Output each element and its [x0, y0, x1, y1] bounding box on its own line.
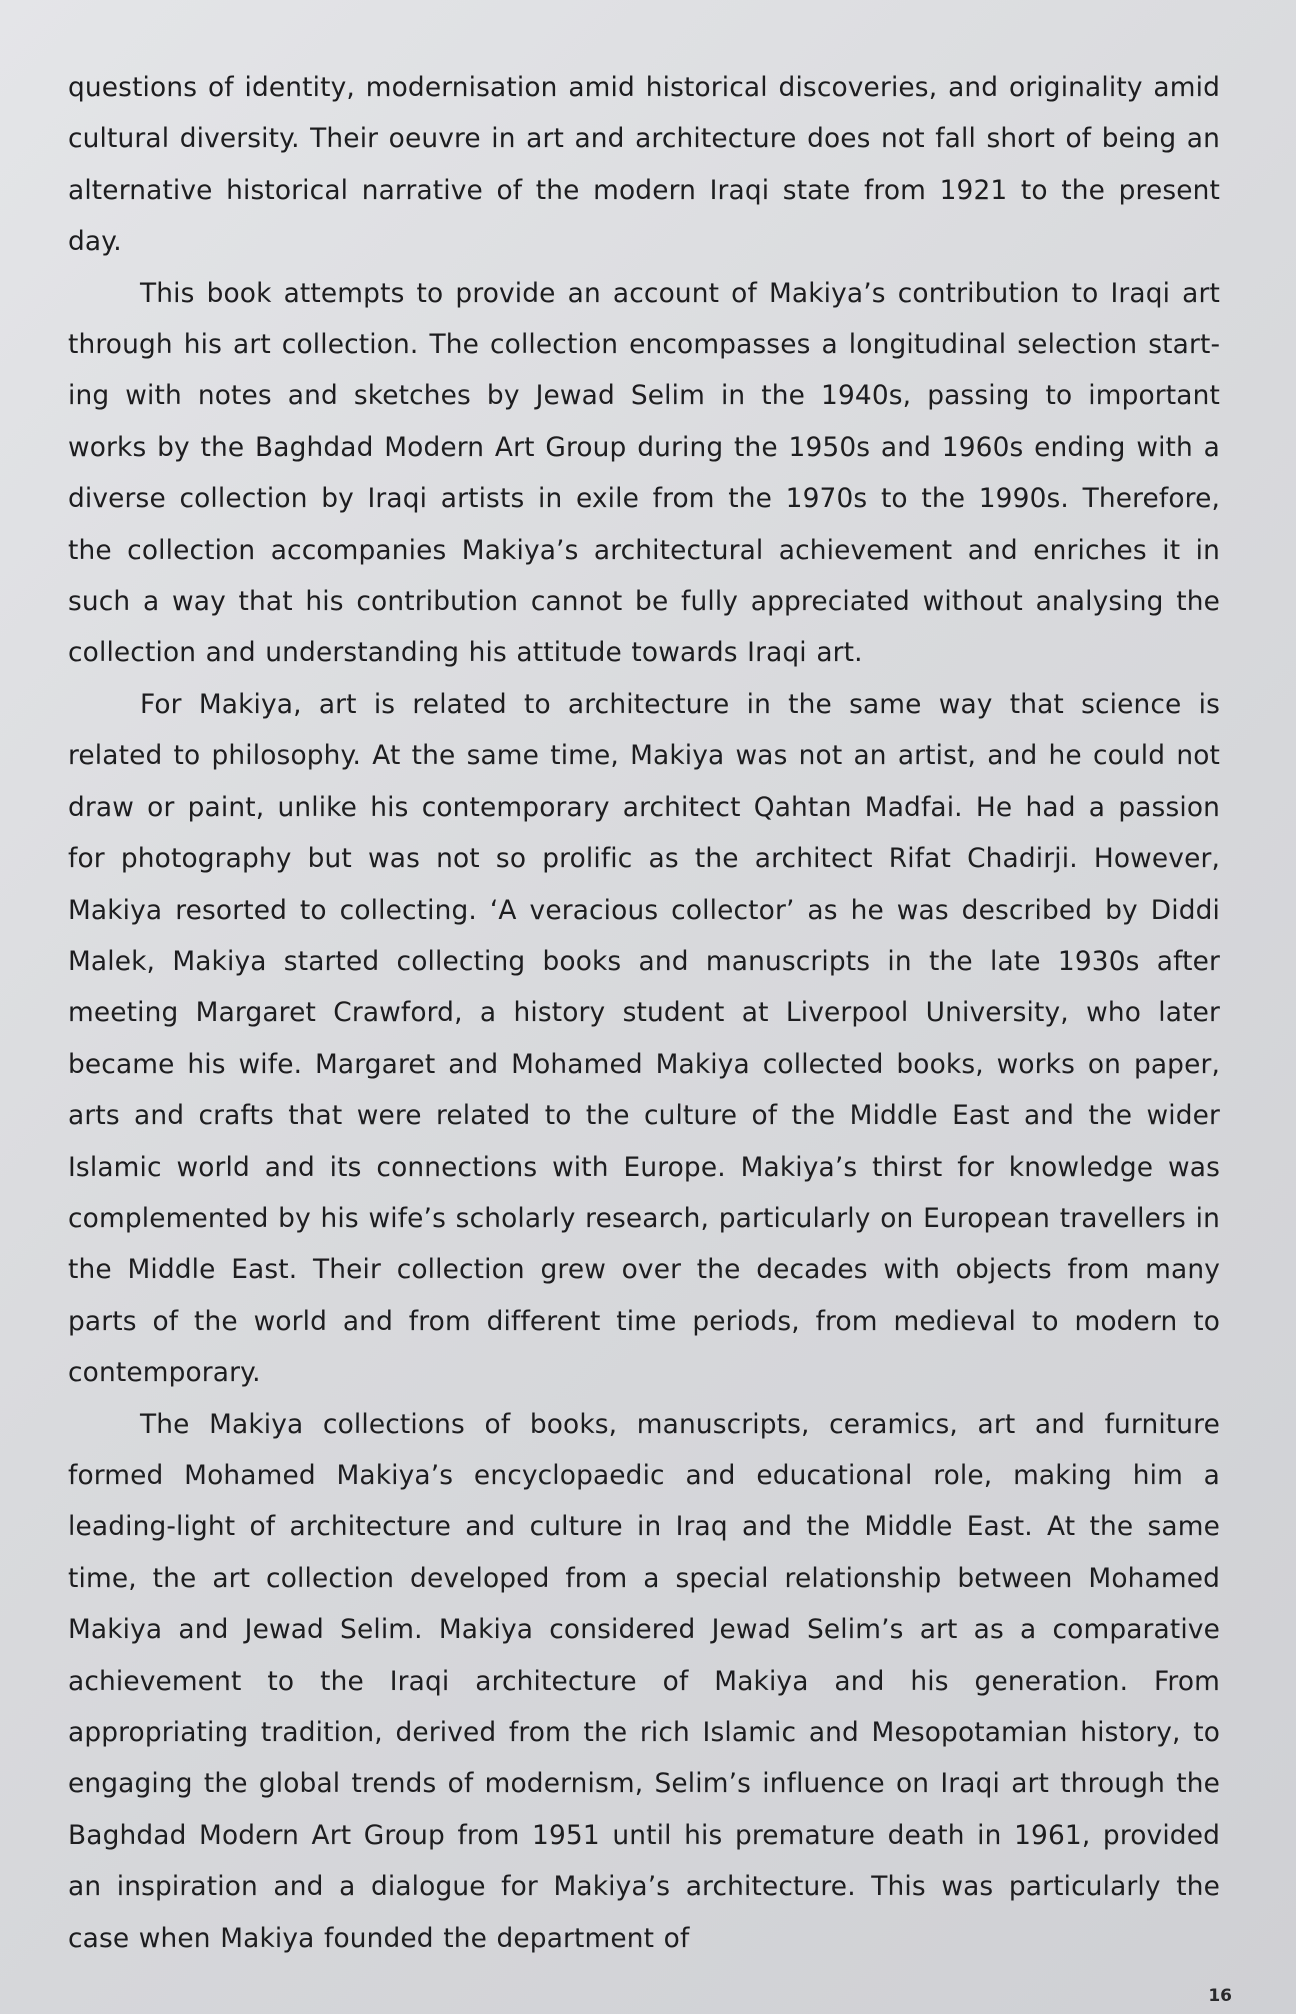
paragraph-art-and-architecture: For Makiya, art is related to architecture in the same way that science is related to philosophy. At the same time, Makiya was not an artist, and he could not draw or paint, unlike his contemporary architect Qahtan Madfai. He had a passion for photography but was not so prolific as the architect Rifat Chadirji. However, Makiya resorted to collecting. ‘A veracious collector’ as he was described by Diddi Malek, Makiya started collecting books and manuscripts in the late 1930s after meeting Margaret Crawford, a history student at Liverpool University, who later became his wife. Margaret and Mohamed Makiya collected books, works on paper, arts and crafts that were related to the culture of the Middle East and the wider Islamic world and its connections with Europe. Makiya’s thirst for knowledge was complemented by his wife’s scholarly research, particularly on European travellers in the Middle East. Their collection grew over the decades with objects from many parts of the world and from different time periods, from medieval to modern to contemporary.	[68, 688, 1220, 1389]
page-number: 16	[1208, 1986, 1232, 2006]
body-text	[68, 62, 1220, 1964]
paragraph-makiya-collections: The Makiya collections of books, manuscripts, ceramics, art and furniture formed Mohamed Makiya’s encyclopaedic and educational role, making him a leading-light of architecture and culture in Iraq and the Middle East. At the same time, the art collection developed from a special relationship between Mohamed Makiya and Jewad Selim. Makiya considered Jewad Selim’s art as a comparative achievement to the Iraqi architecture of Makiya and his generation. From appropriating tradition, derived from the rich Islamic and Mesopotamian history, to engaging the global trends of modernism, Selim’s influence on Iraqi art through the Baghdad Modern Art Group from 1951 until his premature death in 1961, provided an inspiration and a dialogue for Makiya’s architecture. This was particularly the case when Makiya founded the department of	[68, 1408, 1220, 1954]
paragraph-continuation: questions of identity, modernisation amid historical discoveries, and originality amid cultural diversity. Their oeuvre in art and architecture does not fall short of being an alternative historical narrative of the modern Iraqi state from 1921 to the present day.	[68, 72, 1220, 258]
paragraph-art-collection: This book attempts to provide an account of Makiya’s contribution to Iraqi art through his art collection. The collection encompasses a longitudinal selection starting with notes and sketches by Jewad Selim in the 1940s, passing to important works by the Baghdad Modern Art Group during the 1950s and 1960s ending with a diverse collection by Iraqi artists in exile from the 1970s to the 1990s. Therefore, the collection accompanies Makiya’s architectural achievement and enriches it in such a way that his contribution cannot be fully appreciated without analysing the collection and understanding his attitude towards Iraqi art.	[68, 277, 1220, 669]
